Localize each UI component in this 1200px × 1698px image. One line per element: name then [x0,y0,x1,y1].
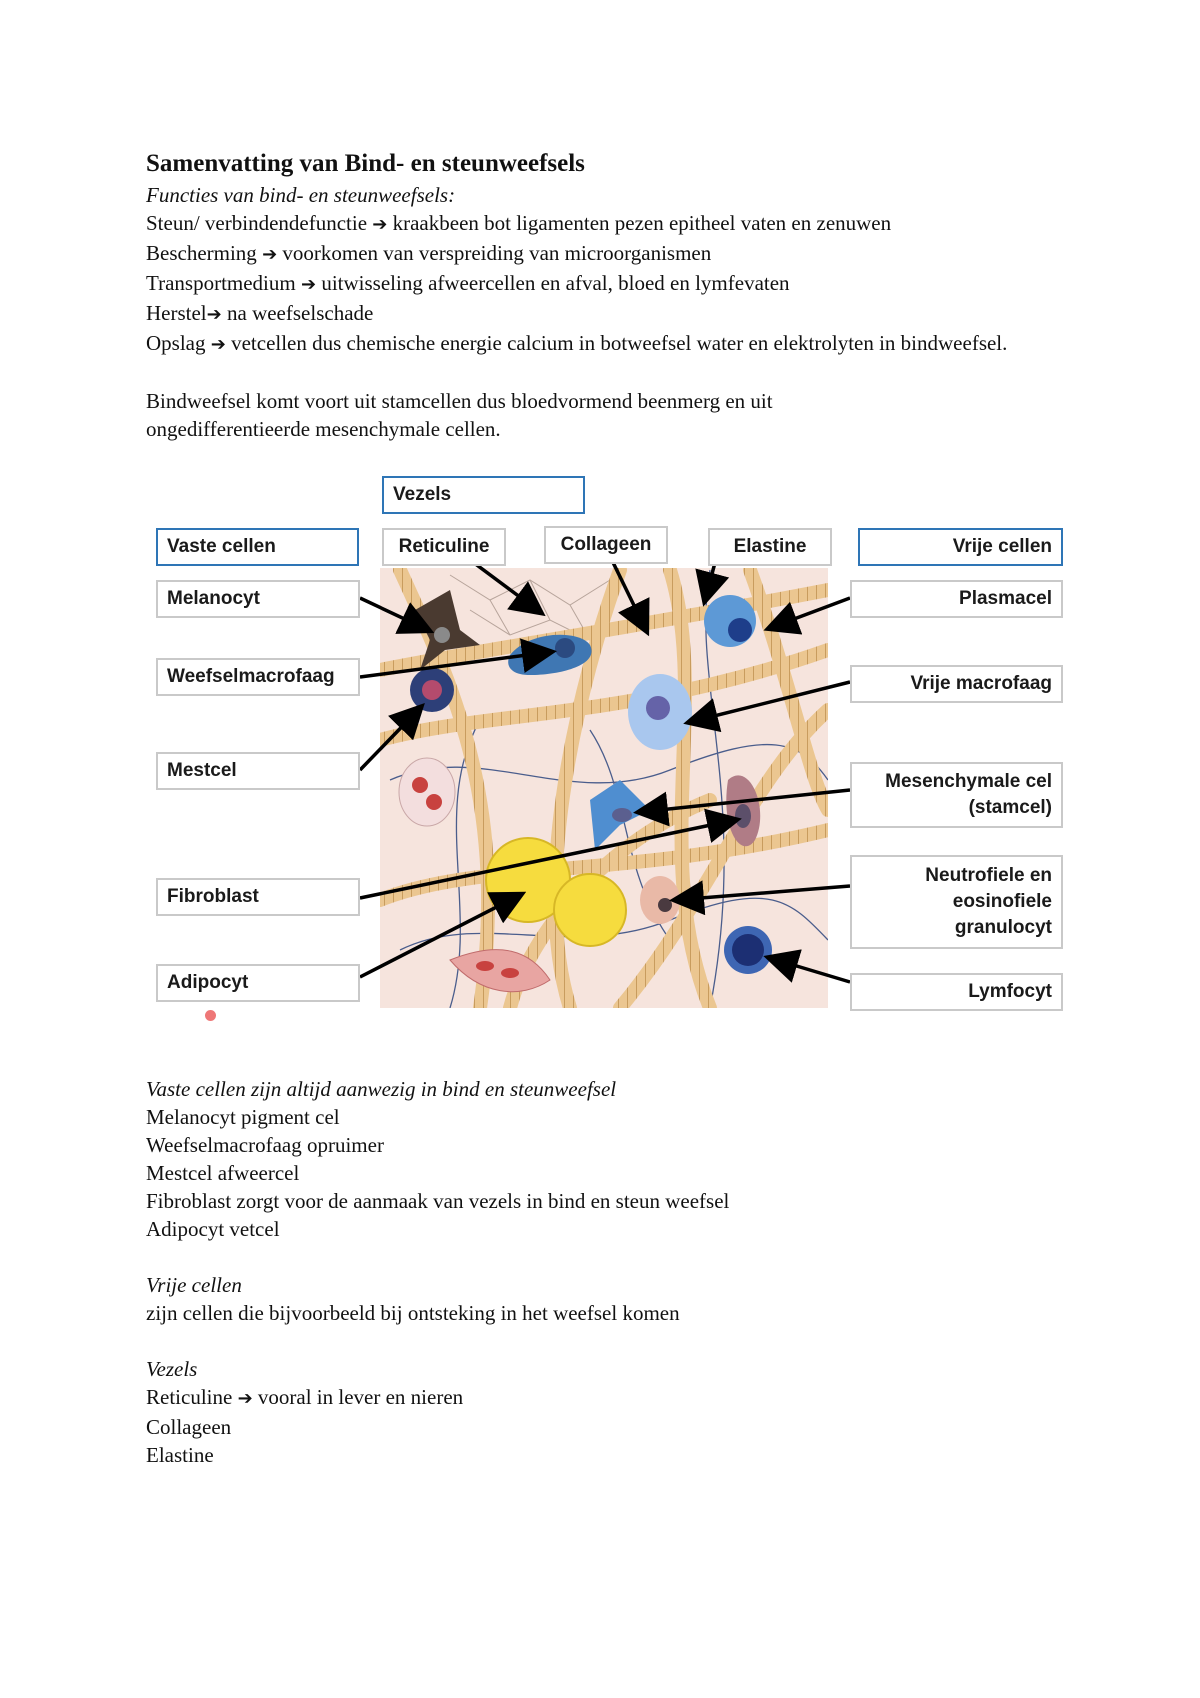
fiber-label-collageen: Collageen [544,526,668,564]
red-blood-cell [476,961,494,971]
vezel-item [146,1383,1076,1413]
red-blood-cell [426,794,442,810]
label-line: Neutrofiele en [925,865,1052,886]
function-text: vetcellen dus chemische energie calcium in botweefsel water en elektrolyten in bindweefsel. [231,331,1008,355]
arrow-right-icon: ➔ [262,244,278,265]
lymphocyte-nucleus [732,934,764,966]
vrije-cellen-text: zijn cellen die bijvoorbeeld bij ontsteking in het weefsel komen [146,1301,680,1325]
granulocyte-cell [640,876,680,924]
function-line [146,269,1076,299]
function-line [146,299,1076,329]
cell-label-granulocyt [850,855,1063,949]
plasma-cell-nucleus [728,618,752,642]
arrow-right-icon: ➔ [210,334,226,355]
function-term: Opslag [146,331,206,355]
functions-heading: Functies van bind- en steunweefsels: [146,183,456,207]
summary-text [146,147,1076,443]
vezels-header: Vezels [382,476,585,514]
cell-label-mestcel: Mestcel [156,752,360,790]
cell-label-weefselmacrofaag: Weefselmacrofaag [156,658,360,696]
free-macrophage-nucleus [646,696,670,720]
function-text: voorkomen van verspreiding van microorganismen [282,241,712,265]
function-term: Herstel [146,301,207,325]
vezel-text: vooral in lever en nieren [257,1385,464,1409]
cell-label-fibroblast: Fibroblast [156,878,360,916]
cell-descriptions [146,1075,1076,1469]
function-text: uitwisseling afweercellen en afval, bloed en lymfevaten [321,271,790,295]
label-line: Mesenchymale cel [885,771,1052,792]
mesenchymal-nucleus [612,808,632,822]
red-blood-cell [501,968,519,978]
vrije-cellen-header: Vrije cellen [858,528,1063,566]
cell-label-mesenchymale-cel [850,762,1063,828]
arrow-right-icon: ➔ [372,214,388,235]
function-term: Bescherming [146,241,257,265]
origin-line-2: ongedifferentieerde mesenchymale cellen. [146,417,501,441]
fiber-label-reticuline: Reticuline [382,528,506,566]
fiber-label-elastine: Elastine [708,528,832,566]
vaste-cellen-header: Vaste cellen [156,528,359,566]
function-term: Steun/ verbindendefunctie [146,211,368,235]
vezels-heading: Vezels [146,1357,198,1381]
vaste-cel-item: Fibroblast zorgt voor de aanmaak van vezels in bind en steun weefsel [146,1189,730,1213]
function-line [146,329,1076,359]
cell-label-lymfocyt: Lymfocyt [850,973,1063,1011]
mast-cell-nucleus [422,680,442,700]
arrow-right-icon: ➔ [237,1388,253,1409]
label-line: eosinofiele [952,891,1052,912]
arrow-right-icon: ➔ [300,274,317,295]
melanocyte-nucleus [434,627,450,643]
vaste-cel-item: Mestcel afweercel [146,1161,300,1185]
fibroblast-nucleus [735,804,751,828]
function-text: na weefselschade [227,301,374,325]
vrije-cellen-heading: Vrije cellen [146,1273,242,1297]
function-line [146,209,1076,239]
capillary [399,758,455,826]
cell-label-melanocyt: Melanocyt [156,580,360,618]
marker-dot [205,1010,216,1021]
vaste-cel-item: Adipocyt vetcel [146,1217,280,1241]
adipocyte-cell [554,874,626,946]
vaste-cel-item: Weefselmacrofaag opruimer [146,1133,384,1157]
function-term: Transportmedium [146,271,296,295]
macrophage-nucleus [555,638,575,658]
vezel-item: Collageen [146,1415,232,1439]
function-line [146,239,1076,269]
label-line: (stamcel) [968,797,1052,818]
origin-line-1: Bindweefsel komt voort uit stamcellen dus bloedvormend beenmerg en uit [146,389,773,413]
red-blood-cell [412,777,428,793]
connective-tissue-figure [150,480,1070,1020]
page-title: Samenvatting van Bind- en steunweefsels [146,150,585,177]
cell-label-vrije-macrofaag: Vrije macrofaag [850,665,1063,703]
granulocyte-nucleus [658,898,672,912]
vaste-cellen-heading: Vaste cellen zijn altijd aanwezig in bind en steunweefsel [146,1077,617,1101]
vezel-item: Elastine [146,1443,214,1467]
cell-label-plasmacel: Plasmacel [850,580,1063,618]
arrow-right-icon: ➔ [206,304,222,325]
vezel-term: Reticuline [146,1385,233,1409]
vaste-cel-item: Melanocyt pigment cel [146,1105,340,1129]
function-text: kraakbeen bot ligamenten pezen epitheel vaten en zenuwen [392,211,892,235]
cell-label-adipocyt: Adipocyt [156,964,360,1002]
plasma-cell [704,595,756,647]
label-line: granulocyt [954,917,1052,938]
